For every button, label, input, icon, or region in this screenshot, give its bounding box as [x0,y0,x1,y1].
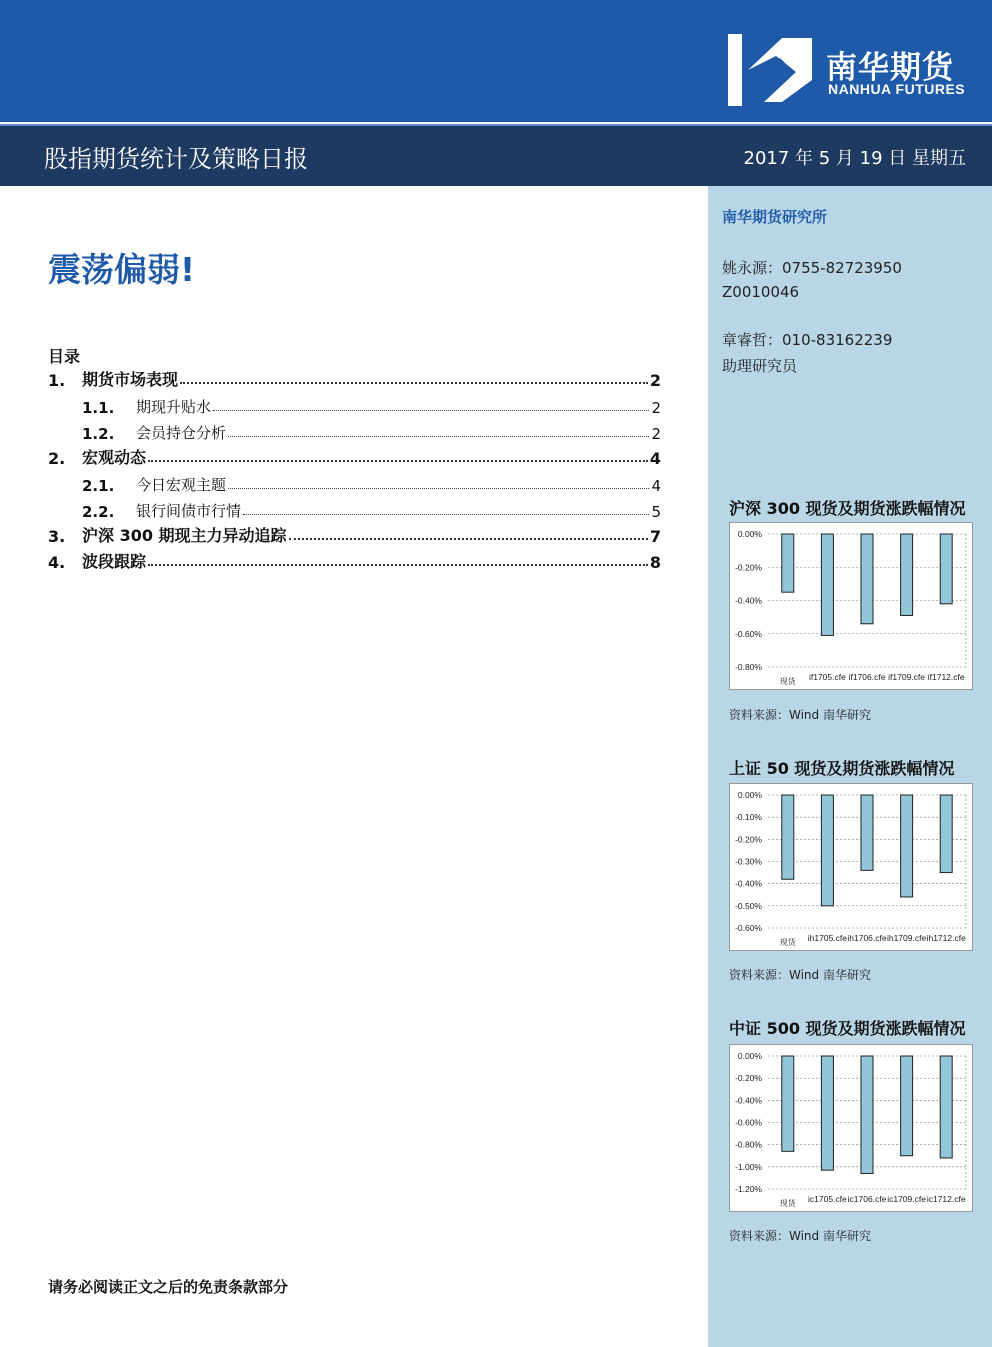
bar [861,1056,873,1173]
x-category-label: if1712.cfe [927,672,965,682]
toc-item-label: 期现升贴水 [136,398,212,416]
header-band [0,0,992,122]
toc-leader [213,410,649,411]
toc-item[interactable] [48,497,661,521]
toc-item-page: 8 [649,553,661,572]
y-tick-label: -0.50% [735,900,762,911]
toc-leader [228,488,649,489]
toc-title: 目录 [48,347,81,366]
bar [782,1056,794,1151]
x-category-label: ih1709.cfe [886,933,927,943]
chart-sz50-svg [730,784,972,950]
x-category-label: if1706.cfe [848,672,886,682]
toc-item-number: 1.1. [82,399,115,417]
bar [782,795,794,879]
nanhua-logo-icon [728,34,814,106]
toc-leader [243,514,649,515]
toc-item[interactable] [48,444,661,468]
brand-name-cn: 南华期货 [826,50,954,86]
y-tick-label: 0.00% [737,529,762,539]
toc-item-label: 会员持仓分析 [136,424,227,442]
toc-item-number: 3. [48,527,66,546]
y-tick-label: -0.80% [735,1139,762,1150]
toc-item-page: 2 [651,425,661,443]
y-tick-label: -0.30% [735,856,762,867]
toc-item[interactable] [48,548,661,572]
bar [861,534,873,624]
bar [821,795,833,906]
toc-item-number: 1. [48,371,66,390]
toc-item-number: 1.2. [82,425,115,443]
toc-item[interactable] [48,393,661,417]
x-category-label: if1705.cfe [808,672,846,682]
y-tick-label: -0.80% [735,662,762,672]
title-band [0,124,992,186]
chart-title: 沪深 300 现货及期货涨跌幅情况 [729,499,966,518]
bar [821,534,833,635]
brand-name-en: NANHUA FUTURES [828,81,966,97]
chart-title: 中证 500 现货及期货涨跌幅情况 [729,1019,966,1038]
chart-source: 资料来源：Wind 南华研究 [729,708,871,722]
y-tick-label: -0.60% [735,923,762,933]
x-category-label: ih1712.cfe [926,933,966,943]
y-tick-label: -1.00% [735,1161,762,1172]
disclaimer-note: 请务必阅读正文之后的免责条款部分 [48,1278,289,1296]
x-category-label: ih1706.cfe [847,933,887,943]
y-tick-label: -0.10% [735,812,762,823]
bar [782,534,794,592]
toc-item-page: 2 [651,399,661,417]
y-tick-label: -0.60% [735,1117,762,1128]
y-tick-label: -0.40% [735,878,762,889]
toc-item-number: 2.2. [82,503,115,521]
toc-item-label: 银行间债市行情 [136,502,242,520]
chart-zz500-svg [730,1045,972,1211]
y-tick-label: 0.00% [737,1051,762,1061]
chart-sz50 [729,783,973,951]
bar [940,534,952,604]
y-tick-label: -0.40% [735,595,762,606]
bar [940,1056,952,1158]
toc-item[interactable] [48,366,661,390]
y-tick-label: 0.00% [737,790,762,800]
toc-item-number: 2. [48,449,66,468]
y-tick-label: -0.20% [735,834,762,845]
chart-hs300-svg [730,523,972,689]
y-tick-label: -1.20% [735,1184,762,1194]
x-category-label: if1709.cfe [888,672,926,682]
y-tick-label: -0.40% [735,1095,762,1106]
institute-name: 南华期货研究所 [722,208,828,226]
chart-hs300 [729,522,973,690]
x-category-label: ic1705.cfe [808,1194,847,1204]
bar [940,795,952,873]
chart-source: 资料来源：Wind 南华研究 [729,968,871,982]
toc-item-label: 沪深 300 期现主力异动追踪 [82,526,287,545]
x-category-label: 现货 [779,1199,796,1208]
toc-item-page: 5 [651,503,661,521]
toc-item-number: 2.1. [82,477,115,495]
bar [821,1056,833,1170]
toc-item-label: 期货市场表现 [82,370,179,389]
toc-leader [148,460,648,462]
y-tick-label: -0.20% [735,562,762,573]
analyst-2-contact: 章睿哲：010-83162239 [722,331,893,349]
x-category-label: 现货 [779,938,796,947]
x-category-label: 现货 [779,677,796,686]
toc-item[interactable] [48,522,661,546]
headline: 震荡偏弱! [48,250,196,289]
toc-item[interactable] [48,471,661,495]
chart-title: 上证 50 现货及期货涨跌幅情况 [729,759,955,778]
toc-leader [148,564,648,566]
toc-item-number: 4. [48,553,66,572]
y-tick-label: -0.60% [735,628,762,639]
bar [901,795,913,897]
toc-item-page: 4 [651,477,661,495]
toc-item-page: 2 [649,371,661,390]
report-title: 股指期货统计及策略日报 [44,145,308,173]
toc-leader [289,538,648,540]
toc-item-label: 今日宏观主题 [136,476,227,494]
bar [901,534,913,615]
bar [901,1056,913,1156]
toc-leader [180,382,648,384]
chart-source: 资料来源：Wind 南华研究 [729,1229,871,1243]
chart-zz500 [729,1044,973,1212]
toc-item-page: 7 [649,527,661,546]
x-category-label: ic1712.cfe [926,1194,966,1204]
toc-item[interactable] [48,419,661,443]
x-category-label: ic1709.cfe [887,1194,926,1204]
bar [861,795,873,870]
y-tick-label: -0.20% [735,1073,762,1084]
toc-item-label: 波段跟踪 [82,552,147,571]
toc-leader [228,436,649,437]
analyst-1-id: Z0010046 [722,283,800,301]
toc-item-page: 4 [649,449,661,468]
analyst-2-role: 助理研究员 [722,357,798,375]
toc-item-label: 宏观动态 [82,448,147,467]
x-category-label: ih1705.cfe [807,933,848,943]
report-date: 2017 年 5 月 19 日 星期五 [743,148,966,169]
analyst-1-contact: 姚永源：0755-82723950 [722,259,902,277]
x-category-label: ic1706.cfe [847,1194,887,1204]
